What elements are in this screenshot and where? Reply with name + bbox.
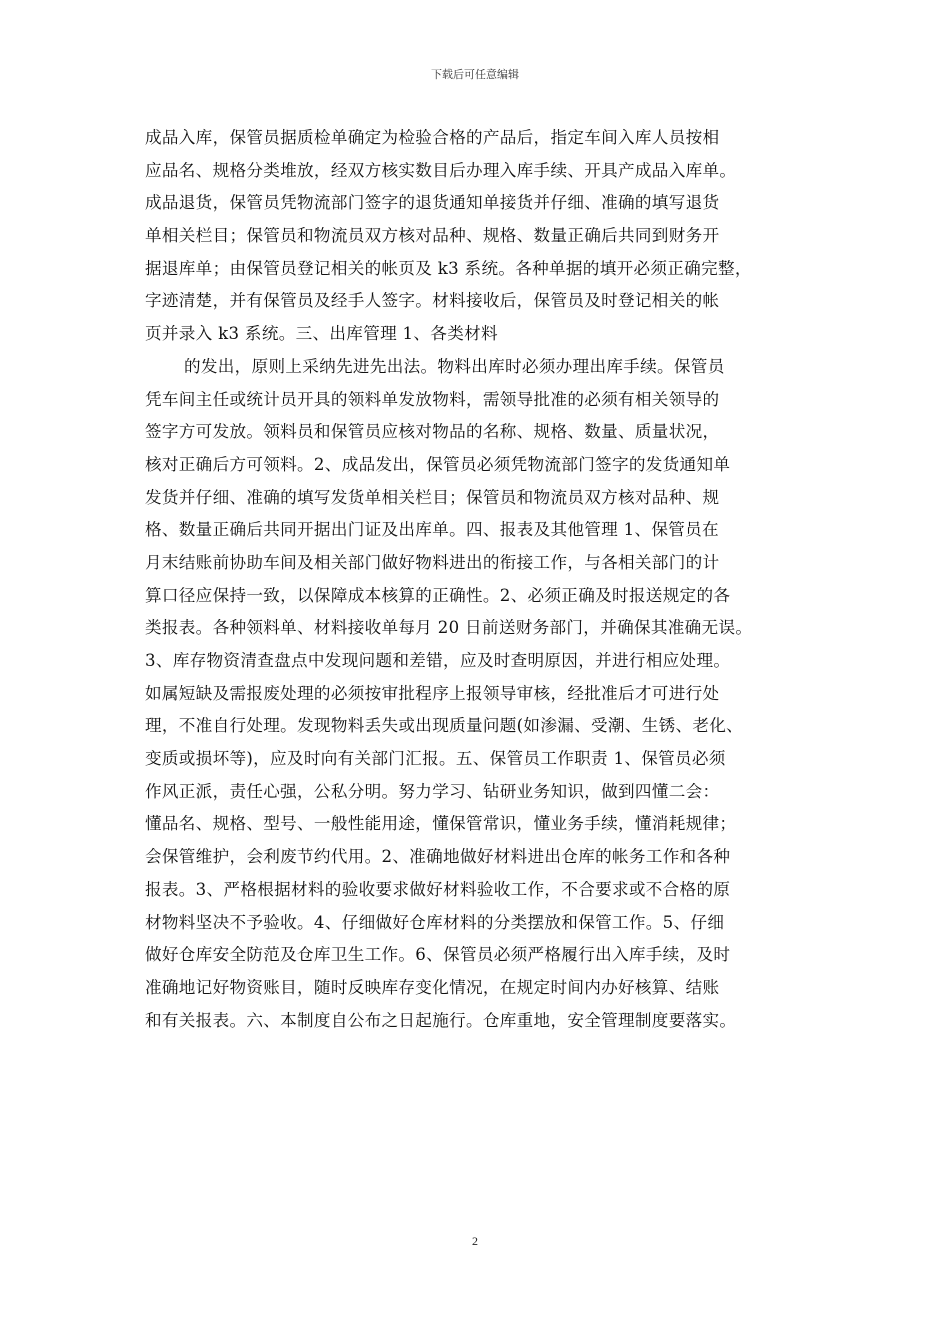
page-header: 下载后可任意编辑 xyxy=(431,68,519,81)
text-line: 和有关报表。六、本制度自公布之日起施行。仓库重地，安全管理制度要落实。 xyxy=(145,1010,737,1030)
text-line: 类报表。各种领料单、材料接收单每月 20 日前送财务部门，并确保其准确无误。 xyxy=(145,618,753,638)
text-line: 理，不准自行处理。发现物料丢失或出现质量问题(如渗漏、受潮、生锈、老化、 xyxy=(145,716,744,736)
text-line: 格、数量正确后共同开据出门证及出库单。四、报表及其他管理 1、保管员在 xyxy=(145,520,719,540)
text-line: 核对正确后方可领料。2、成品发出，保管员必须凭物流部门签字的发货通知单 xyxy=(145,454,731,474)
text-line: 月末结账前协助车间及相关部门做好物料进出的衔接工作，与各相关部门的计 xyxy=(145,552,720,572)
document-body xyxy=(145,122,823,1037)
text-line: 变质或损坏等)，应及时向有关部门汇报。五、保管员工作职责 1、保管员必须 xyxy=(145,749,726,769)
text-line: 凭车间主任或统计员开具的领料单发放物料，需领导批准的必须有相关领导的 xyxy=(145,389,720,409)
text-line: 准确地记好物资账目，随时反映库存变化情况，在规定时间内办好核算、结账 xyxy=(145,977,720,997)
text-line: 算口径应保持一致，以保障成本核算的正确性。2、必须正确及时报送规定的各 xyxy=(145,585,731,605)
text-line: 签字方可发放。领料员和保管员应核对物品的名称、规格、数量、质量状况， xyxy=(145,422,720,442)
text-line: 应品名、规格分类堆放，经双方核实数目后办理入库手续、开具产成品入库单。 xyxy=(145,160,737,180)
text-line: 页并录入 k3 系统。三、出库管理 1、各类材料 xyxy=(145,324,498,344)
text-line: 发货并仔细、准确的填写发货单相关栏目；保管员和物流员双方核对品种、规 xyxy=(145,487,720,507)
text-line: 材物料坚决不予验收。4、仔细做好仓库材料的分类摆放和保管工作。5、仔细 xyxy=(145,912,725,932)
page-number: 2 xyxy=(472,1234,478,1248)
text-line: 成品退货，保管员凭物流部门签字的退货通知单接货并仔细、准确的填写退货 xyxy=(145,193,720,213)
text-line: 单相关栏目；保管员和物流员双方核对品种、规格、数量正确后共同到财务开 xyxy=(145,226,720,246)
text-line: 作风正派，责任心强，公私分明。努力学习、钻研业务知识，做到四懂二会： xyxy=(145,781,720,801)
text-line: 如属短缺及需报废处理的必须按审批程序上报领导审核，经批准后才可进行处 xyxy=(145,683,720,703)
text-line: 的发出，原则上采纳先进先出法。物料出库时必须办理出库手续。保管员 xyxy=(184,356,725,376)
text-line: 做好仓库安全防范及仓库卫生工作。6、保管员必须严格履行出入库手续，及时 xyxy=(145,945,731,965)
text-line: 成品入库，保管员据质检单确定为检验合格的产品后，指定车间入库人员按相 xyxy=(145,128,720,147)
text-line: 3、库存物资清查盘点中发现问题和差错，应及时查明原因，并进行相应处理。 xyxy=(145,651,731,670)
text-line: 字迹清楚，并有保管员及经手人签字。材料接收后，保管员及时登记相关的帐 xyxy=(145,291,720,311)
text-line: 报表。3、严格根据材料的验收要求做好材料验收工作，不合要求或不合格的原 xyxy=(145,879,731,899)
text-line: 会保管维护，会利废节约代用。2、准确地做好材料进出仓库的帐务工作和各种 xyxy=(145,847,731,867)
text-line: 懂品名、规格、型号、一般性能用途，懂保管常识，懂业务手续，懂消耗规律； xyxy=(145,814,737,834)
text-line: 据退库单；由保管员登记相关的帐页及 k3 系统。各种单据的填开必须正确完整， xyxy=(145,258,752,278)
